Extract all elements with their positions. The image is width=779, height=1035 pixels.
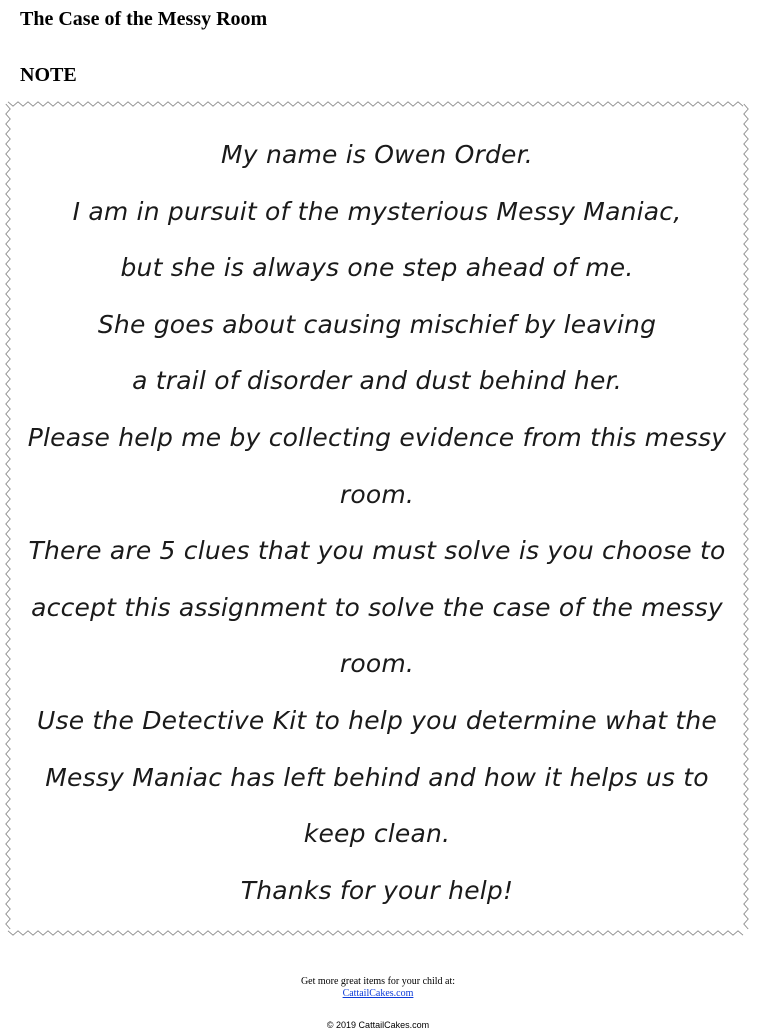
note-line: room.: [339, 479, 415, 509]
section-label-note: NOTE: [20, 64, 77, 86]
border-edge: [6, 104, 10, 929]
note-line: I am in pursuit of the mysterious Messy Maniac,: [72, 196, 682, 226]
note-body: [17, 127, 737, 919]
note-line: a trail of disorder and dust behind her.: [132, 366, 622, 396]
note-line: room.: [339, 649, 415, 679]
footer-copyright: © 2019 CattailCakes.com: [326, 1020, 430, 1030]
footer-site-link[interactable]: CattailCakes.com: [342, 988, 414, 999]
note-line: accept this assignment to solve the case of the messy: [31, 592, 723, 622]
note-line: Thanks for your help!: [240, 875, 514, 905]
note-frame: [5, 101, 749, 936]
note-line: Messy Maniac has left behind and how it helps us to: [45, 762, 709, 792]
border-edge: [8, 102, 743, 106]
border-edge: [8, 931, 743, 935]
note-line: She goes about causing mischief by leaving: [97, 309, 657, 339]
document-title: The Case of the Messy Room: [20, 8, 268, 30]
note-line: There are 5 clues that you must solve is you choose to: [28, 536, 726, 566]
note-line: My name is Owen Order.: [221, 140, 533, 169]
note-line: keep clean.: [303, 819, 451, 849]
note-line: but she is always one step ahead of me.: [120, 253, 634, 283]
note-line: Please help me by collecting evidence from this messy: [27, 422, 727, 452]
border-edge: [744, 104, 748, 929]
note-line: Use the Detective Kit to help you determine what the: [36, 705, 718, 735]
footer-promo-text: Get more great items for your child at:: [300, 976, 456, 987]
